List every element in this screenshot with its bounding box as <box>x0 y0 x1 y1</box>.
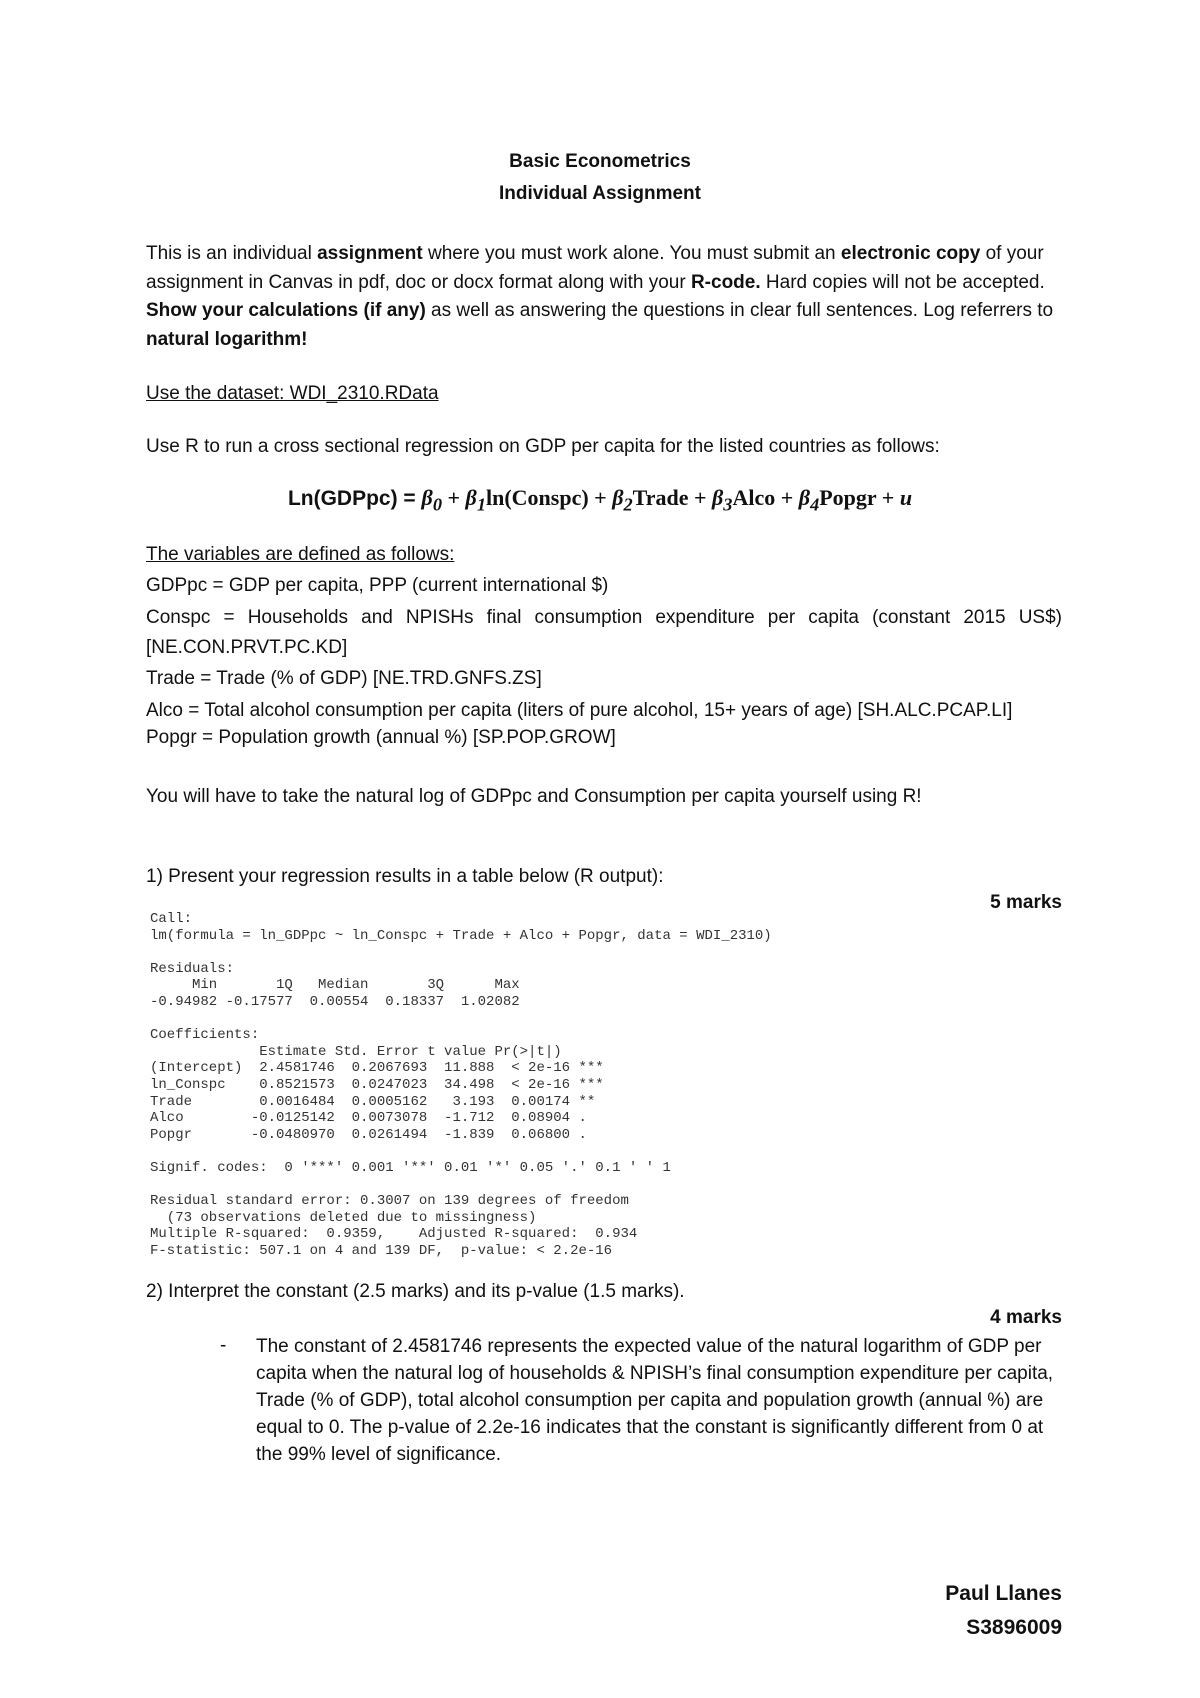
beta-4: β <box>798 485 811 510</box>
variable-conspc-code: [NE.CON.PRVT.PC.KD] <box>146 637 348 658</box>
eq-plus: + <box>441 485 466 510</box>
regression-equation <box>0 485 1200 515</box>
dataset-line: Use the dataset: WDI_2310.RData <box>146 383 439 404</box>
question-2-answer: The constant of 2.4581746 represents the expected value of the natural logarithm of GDP per capita when the natural log of households & NPISH’s final consumption expenditure per capita, Trade (% of GDP), total alcohol consumption per capita and population growth (annual %) are equal to 0. The p-value of 2.2e-16 indicates that the constant is significantly different from 0 at the 99% level of significance. <box>256 1336 1054 1465</box>
intro-text-2: where you must work alone. You must submit an <box>422 243 841 264</box>
instructions-paragraph <box>146 240 1062 354</box>
variable-trade: Trade = Trade (% of GDP) [NE.TRD.GNFS.ZS] <box>146 668 542 689</box>
question-2-marks: 4 marks <box>990 1307 1062 1328</box>
intro-text-1: This is an individual <box>146 243 318 264</box>
intro-bold-3: R-code. <box>690 271 761 293</box>
variable-alco: Alco = Total alcohol consumption per capita (liters of pure alcohol, 15+ years of age) [SH.ALC.PCAP.LI] <box>146 700 1013 721</box>
beta-1: β <box>465 485 477 510</box>
document-title: Basic Econometrics <box>509 151 691 172</box>
r-regression-output: Call: lm(formula = ln_GDPpc ~ ln_Conspc + Trade + Alco + Popgr, data = WDI_2310) Residuals: Min 1Q Median 3Q Max -0.94982 -0.17577 0.00554 0.18337 1.02082 Coefficients: Estimate Std. Error t value Pr(>|t|) (Intercept) 2.4581746 0.2067693 11.888 < 2e-16 *** ln_Conspc 0.8521573 0.0247023 34.498 < 2e-16 *** Trade 0.0016484 0.0005162 3.193 0.00174 ** Alco -0.0125142 0.0073078 -1.712 0.08904 . Popgr -0.0480970 0.0261494 -1.839 0.06800 . Signif. codes: 0 '***' 0.001 '**' 0.01 '*' 0.05 '.' 0.1 ' ' 1 Residual standard error: 0.3007 on 139 degrees of freedom (73 observations deleted due to missingness) Multiple R-squared: 0.9359, Adjusted R-squared: 0.934 F-statistic: 507.1 on 4 and 139 DF, p-value: < 2.2e-16 <box>150 911 772 1259</box>
variable-conspc: Conspc = Households and NPISHs final consumption expenditure per capita (constant 2015 US$) <box>146 607 1062 628</box>
answer-bullet: - <box>220 1335 227 1356</box>
variables-heading: The variables are defined as follows: <box>146 544 455 565</box>
eq-term-2: Trade + <box>632 485 713 510</box>
eq-term-3: Alco + <box>732 485 799 510</box>
intro-bold-5: natural logarithm! <box>146 328 308 350</box>
document-subtitle: Individual Assignment <box>499 183 701 204</box>
student-id: S3896009 <box>966 1616 1062 1639</box>
log-note: You will have to take the natural log of GDPpc and Consumption per capita yourself using R! <box>146 786 922 807</box>
student-name: Paul Llanes <box>945 1582 1062 1605</box>
regression-intro: Use R to run a cross sectional regression on GDP per capita for the listed countries as follows: <box>146 436 940 457</box>
intro-text-5: as well as answering the questions in clear full sentences. Log referrers to <box>425 300 1054 321</box>
variable-gdppc: GDPpc = GDP per capita, PPP (current international $) <box>146 575 609 596</box>
variable-popgr: Popgr = Population growth (annual %) [SP.POP.GROW] <box>146 727 616 748</box>
beta-2-sub: 2 <box>623 494 633 515</box>
question-2: 2) Interpret the constant (2.5 marks) and its p-value (1.5 marks). <box>146 1281 685 1302</box>
equation-lhs: Ln(GDPpc) = <box>287 487 422 510</box>
beta-1-sub: 1 <box>476 494 486 515</box>
beta-0-sub: 0 <box>432 494 442 515</box>
intro-bold-2: electronic copy <box>840 243 981 264</box>
beta-3-sub: 3 <box>723 494 733 515</box>
question-1-marks: 5 marks <box>990 892 1062 913</box>
beta-2: β <box>612 485 624 510</box>
eq-term-1: ln(Conspc) + <box>485 485 613 510</box>
intro-bold-4: Show your calculations (if any) <box>146 300 426 321</box>
intro-text-3: of your assignment in Canvas in pdf, doc or docx format along with your <box>146 243 1044 293</box>
question-1: 1) Present your regression results in a table below (R output): <box>146 866 664 887</box>
eq-term-4: Popgr + <box>819 485 900 510</box>
beta-3: β <box>712 485 724 510</box>
intro-bold-1: assignment <box>317 243 423 264</box>
intro-text-4: Hard copies will not be accepted. <box>760 271 1045 293</box>
beta-0: β <box>421 485 433 510</box>
beta-4-sub: 4 <box>810 494 820 515</box>
error-term: u <box>899 485 913 510</box>
